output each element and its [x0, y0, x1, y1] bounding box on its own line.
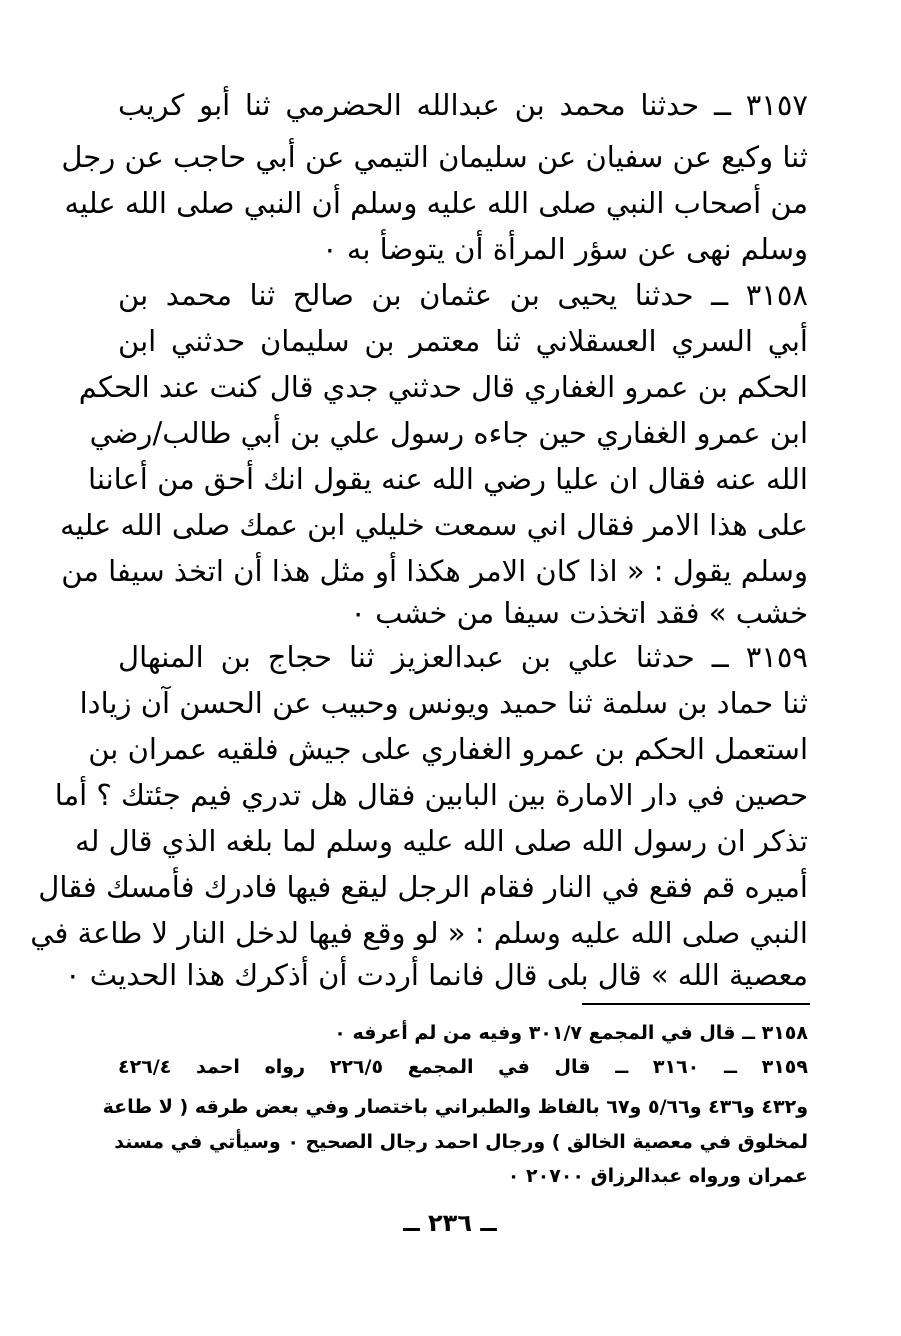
hadith-3159-line-2: ثنا حماد بن سلمة ثنا حميد ويونس وحبيب عن الحسن آن زيادا: [79, 686, 808, 720]
hadith-3158-line-3: الحكم بن عمرو الغفاري قال حدثني جدي قال كنت عند الحكم: [78, 370, 808, 404]
hadith-3158-line-2: أبي السري العسقلاني ثنا معتمر بن سليمان حدثني ابن: [118, 324, 808, 358]
hadith-3159-line-3: استعمل الحكم بن عمرو الغفاري على جيش فلقيه عمران بن: [88, 732, 808, 766]
hadith-3158-line-8: خشب » فقد اتخذت سيفا من خشب ٠: [350, 596, 808, 630]
hadith-3159-line-4: حصين في دار الامارة بين البابين فقال هل تدري فيم جئتك ؟ أما: [54, 778, 808, 812]
hadith-3157-line-2: ثنا وكيع عن سفيان عن سليمان التيمي عن أبي حاجب عن رجل: [61, 140, 808, 174]
hadith-3158-line-7: وسلم يقول : « اذا كان الامر هكذا أو مثل هذا أن اتخذ سيفا من: [61, 554, 808, 588]
footnote-3159-line-4: عمران ورواه عبدالرزاق ٢٠٧٠٠ ٠: [507, 1165, 808, 1187]
footnote-3158: ٣١٥٨ ــ قال في المجمع ٣٠١/٧ وفيه من لم أعرفه ٠: [334, 1022, 808, 1044]
hadith-3159-line-5: تذكر ان رسول الله صلى الله عليه وسلم لما بلغه الذي قال له: [75, 824, 808, 858]
hadith-3158-line-5: الله عنه فقال ان عليا رضي الله عنه يقول انك أحق من أعاننا: [88, 462, 808, 496]
hadith-3158-line-4: ابن عمرو الغفاري حين جاءه رسول علي بن أبي طالب/رضي: [89, 416, 808, 450]
hadith-3157-line-1: ٣١٥٧ ــ حدثنا محمد بن عبدالله الحضرمي ثنا أبو كريب: [118, 88, 808, 122]
hadith-3159-line-1: ٣١٥٩ ــ حدثنا علي بن عبدالعزيز ثنا حجاج بن المنهال: [118, 640, 808, 674]
footnote-3159-line-2: و٤٣٢ و٤٣٦ و٥/٦٦ و٦٧ بالفاظ والطبراني باختصار وفي بعض طرقه ( لا طاعة: [102, 1096, 808, 1118]
footnote-3159-line-1: ٣١٥٩ ــ ٣١٦٠ ــ قال في المجمع ٢٢٦/٥ رواه احمد ٤٢٦/٤: [118, 1056, 808, 1078]
hadith-3158-line-6: على هذا الامر فقال اني سمعت خليلي ابن عمك صلى الله عليه: [60, 508, 808, 542]
footnote-3159-line-3: لمخلوق في معصية الخالق ) ورجال احمد رجال الصحيح ٠ وسيأتي في مسند: [114, 1131, 808, 1153]
footnote-separator: [582, 1003, 810, 1005]
hadith-3158-line-1: ٣١٥٨ ــ حدثنا يحيى بن عثمان بن صالح ثنا محمد بن: [118, 278, 808, 312]
hadith-3157-line-3: من أصحاب النبي صلى الله عليه وسلم أن النبي صلى الله عليه: [64, 186, 808, 220]
hadith-3159-line-6: أميره قم فقع في النار فقام الرجل ليقع فيها فادرك فأمسك فقال: [38, 870, 808, 904]
hadith-3157-line-4: وسلم نهى عن سؤر المرأة أن يتوضأ به ٠: [322, 232, 808, 266]
page-number: ــ ٢٣٦ ــ: [403, 1209, 497, 1237]
hadith-3159-line-8: معصية الله » قال بلى قال فانما أردت أن أذكرك هذا الحديث ٠: [65, 958, 808, 992]
hadith-3159-line-7: النبي صلى الله عليه وسلم : « لو وقع فيها لدخل النار لا طاعة في: [30, 916, 808, 950]
